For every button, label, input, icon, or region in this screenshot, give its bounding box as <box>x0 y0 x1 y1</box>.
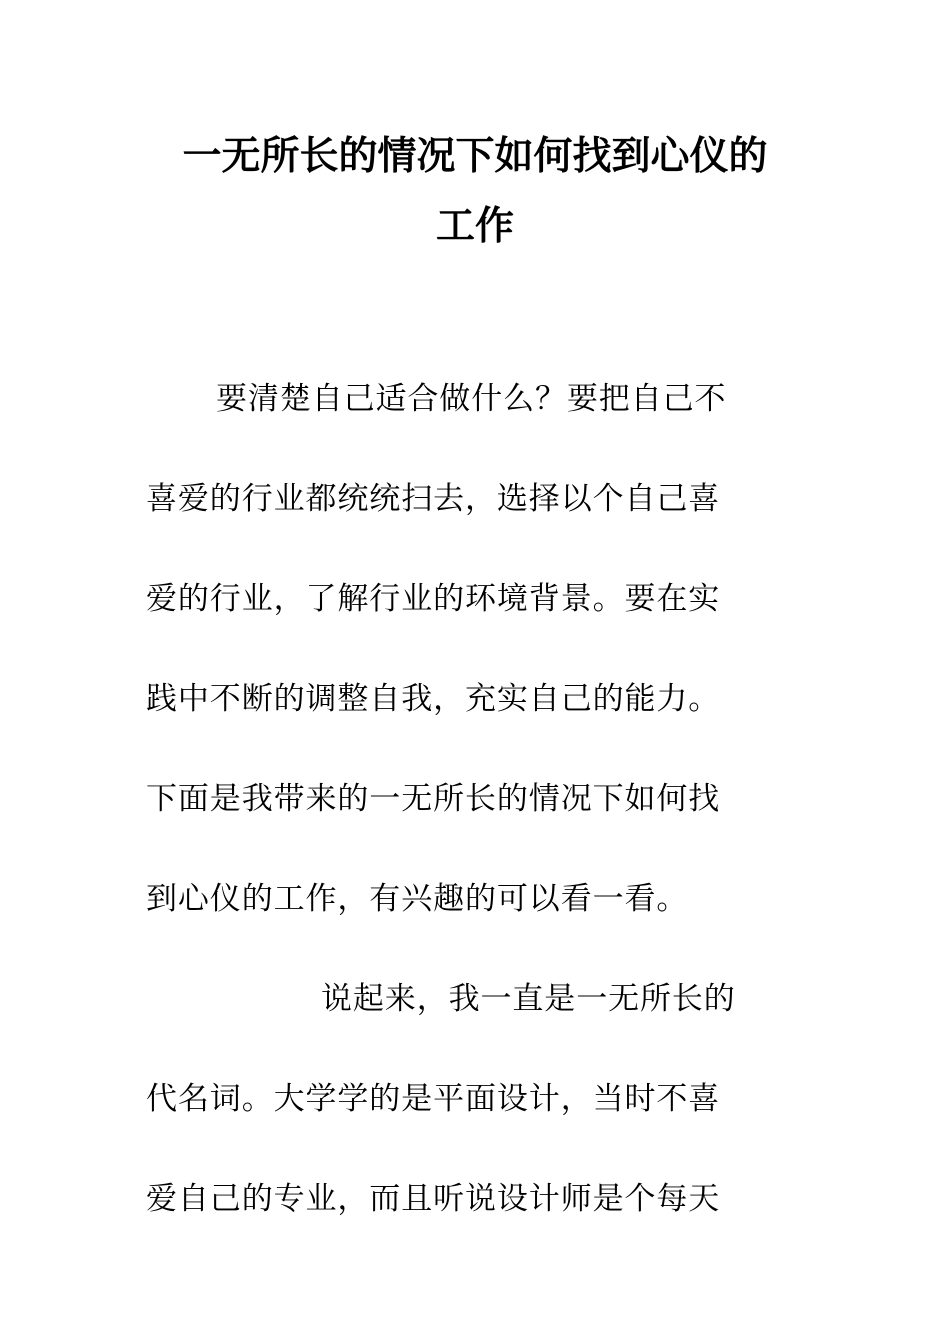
paragraph-line: 爱的行业，了解行业的环境背景。要在实 <box>146 581 721 617</box>
paragraph-line: 下面是我带来的一无所长的情况下如何找 <box>146 781 721 817</box>
document-title-line-2: 工作 <box>435 204 514 249</box>
paragraph-line: 到心仪的工作，有兴趣的可以看一看。 <box>146 881 689 917</box>
paragraph-line: 喜爱的行业都统统扫去，选择以个自己喜 <box>146 481 721 517</box>
paragraph-line: 爱自己的专业，而且听说设计师是个每天 <box>146 1181 721 1217</box>
paragraph-line: 说起来，我一直是一无所长的 <box>321 981 736 1017</box>
paragraph-line: 要清楚自己适合做什么？要把自己不 <box>216 381 727 417</box>
paragraph-line: 践中不断的调整自我，充实自己的能力。 <box>146 681 721 717</box>
paragraph-line: 代名词。大学学的是平面设计，当时不喜 <box>146 1081 721 1117</box>
document-title-line-1: 一无所长的情况下如何找到心仪的 <box>182 134 768 179</box>
